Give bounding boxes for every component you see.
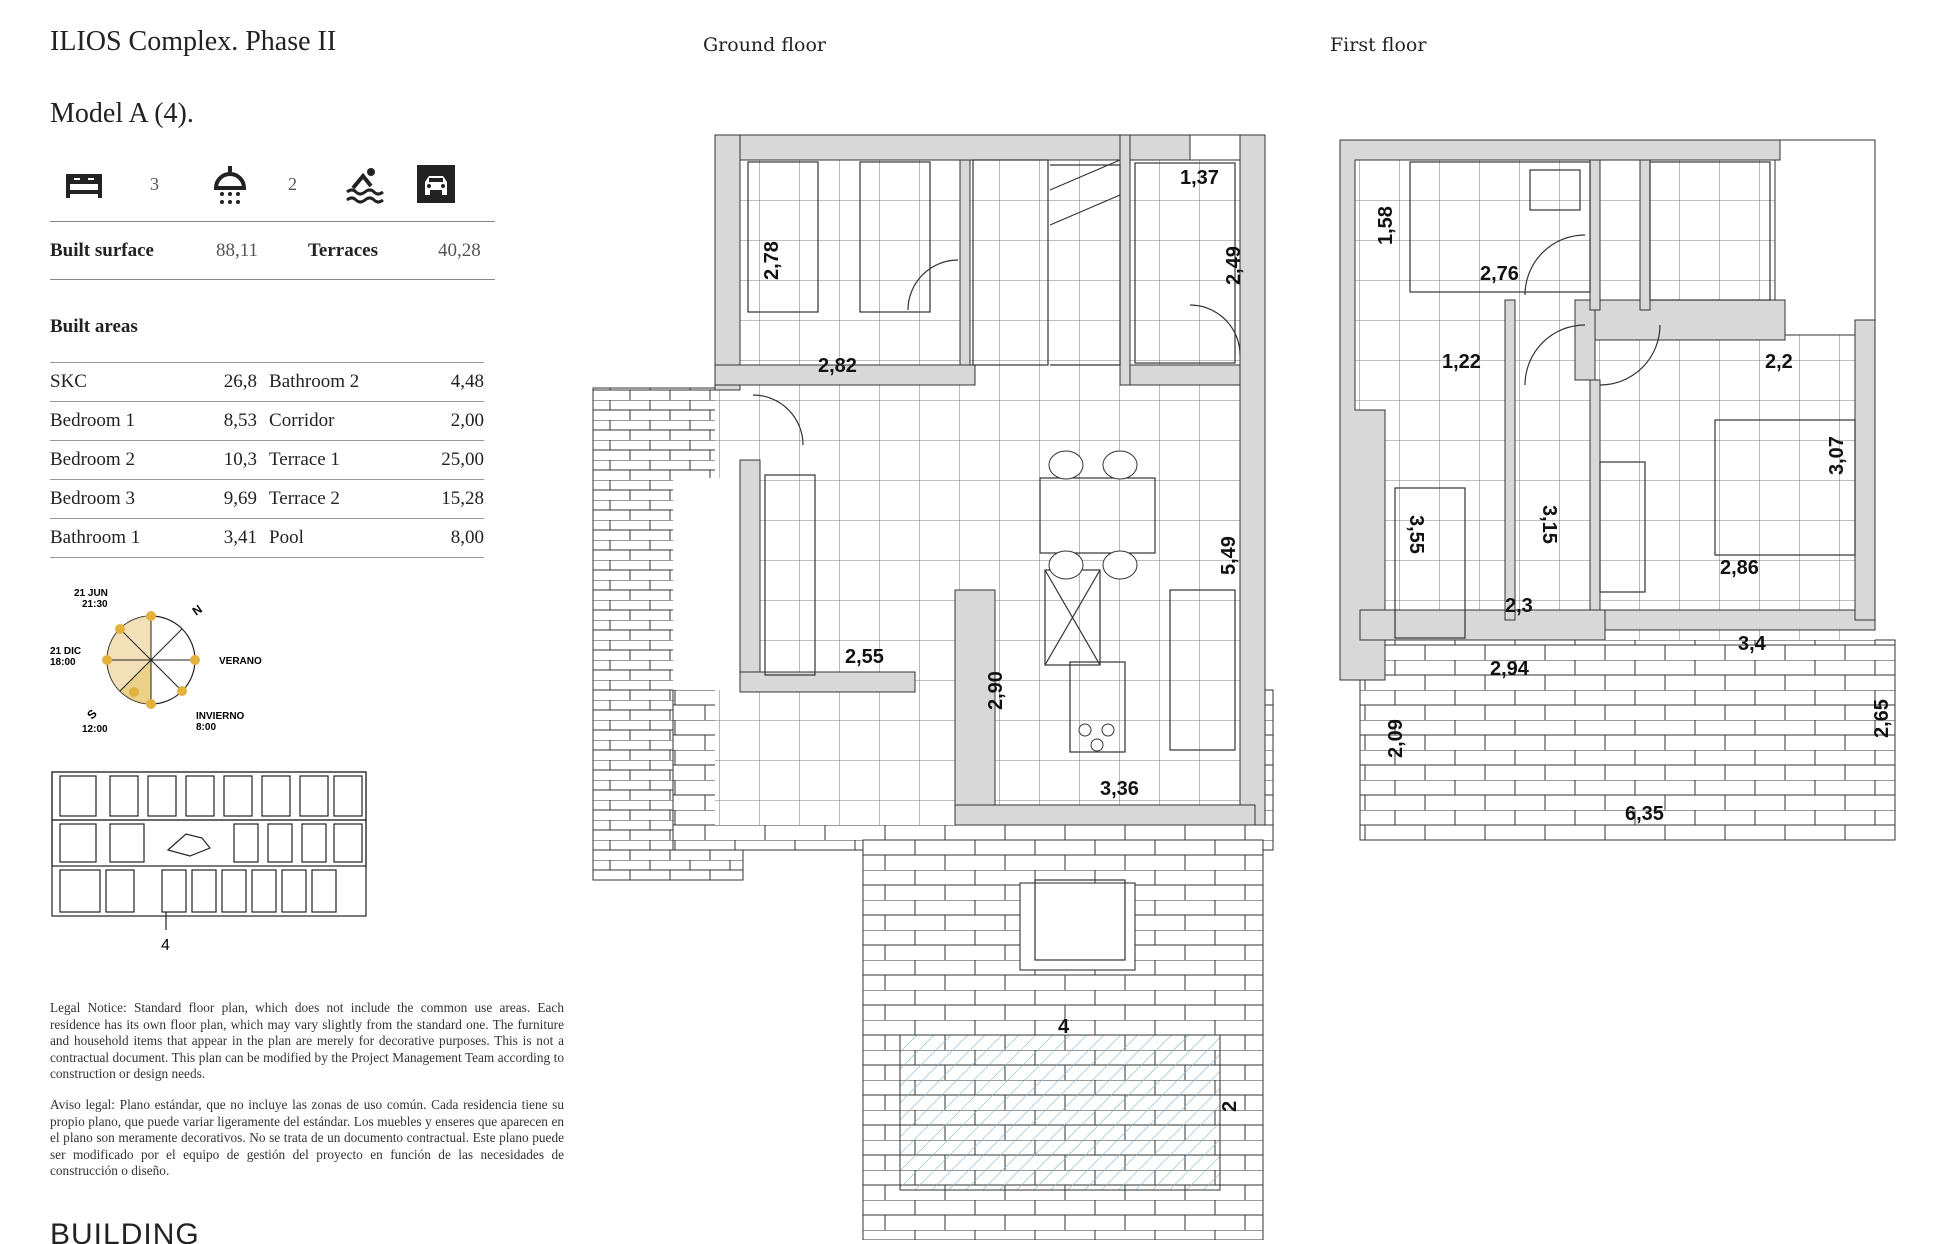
dim-label: 6,35 (1625, 803, 1664, 825)
dim-label: 2,2 (1765, 351, 1793, 373)
dim-label: 1,58 (1375, 206, 1397, 245)
pool-icon (345, 164, 385, 209)
area-label: Pool (269, 519, 415, 558)
area-value: 2,00 (415, 402, 484, 441)
dim-label: 2,65 (1871, 699, 1893, 738)
verano-label: VERANO (219, 656, 262, 667)
dim-label: 2,86 (1720, 557, 1759, 579)
first-floor-plan (1330, 130, 1930, 850)
legal-notice-en: Legal Notice: Standard floor plan, which does not include the common use areas. Each residence has its own floor plan, which may vary slightly from the standard one. The furniture and household items that appear in the plan are merely for decorative purposes. This is not a contractual document. This plan can be modified by the Project Management Team according to construction or design needs. (50, 1000, 564, 1081)
dim-label: 2 (1219, 1100, 1241, 1112)
dim-label: 4 (1058, 1016, 1070, 1038)
terraces-label: Terraces (308, 240, 378, 261)
dim-label: 2,82 (818, 355, 857, 377)
area-value: 8,00 (415, 519, 484, 558)
area-label: Bathroom 1 (50, 519, 196, 558)
north-label: N (189, 602, 205, 619)
dim-label: 2,49 (1223, 246, 1245, 285)
area-label: SKC (50, 363, 196, 402)
area-label: Bedroom 2 (50, 441, 196, 480)
dim-label: 3,36 (1100, 778, 1139, 800)
sun-dic-time: 18:00 (50, 657, 76, 668)
building-heading: BUILDING (50, 1218, 200, 1244)
site-unit-label: 4 (161, 937, 170, 954)
area-value: 8,53 (196, 402, 269, 441)
dim-label: 3,55 (1405, 515, 1427, 554)
dim-label: 2,3 (1505, 595, 1533, 617)
area-label: Bedroom 1 (50, 402, 196, 441)
sun-dic-label: 21 DIC (50, 646, 82, 657)
parking-icon (416, 164, 456, 209)
dim-label: 3,15 (1538, 505, 1560, 544)
sun-jun-time: 21:30 (82, 599, 108, 610)
dim-label: 2,90 (985, 671, 1007, 710)
bed-icon (64, 164, 104, 209)
terraces-value: 40,28 (438, 240, 481, 261)
invierno-time: 8:00 (196, 722, 217, 733)
area-value: 4,48 (415, 363, 484, 402)
bedrooms-count: 3 (150, 174, 159, 194)
table-row (50, 402, 484, 441)
amenities-row (50, 160, 495, 222)
built-areas-title: Built areas (50, 316, 138, 337)
dim-label: 2,78 (761, 241, 783, 280)
ground-floor-label: Ground floor (703, 34, 827, 56)
area-value: 26,8 (196, 363, 269, 402)
dim-label: 1,22 (1442, 351, 1481, 373)
built-areas-table (50, 362, 484, 558)
site-plan (50, 770, 370, 960)
sun-path-diagram (44, 580, 284, 740)
surface-row (50, 222, 495, 280)
dim-label: 3,07 (1826, 436, 1848, 475)
dim-label: 5,49 (1218, 536, 1240, 575)
dim-label: 2,94 (1490, 658, 1529, 680)
table-row (50, 441, 484, 480)
area-value: 15,28 (415, 480, 484, 519)
area-label: Bedroom 3 (50, 480, 196, 519)
table-row (50, 363, 484, 402)
dim-label: 2,76 (1480, 263, 1519, 285)
area-value: 3,41 (196, 519, 269, 558)
bathrooms-count: 2 (288, 174, 297, 194)
table-row (50, 480, 484, 519)
area-label: Bathroom 2 (269, 363, 415, 402)
page-title: ILIOS Complex. Phase II (50, 26, 337, 57)
first-floor-label: First floor (1330, 34, 1427, 56)
dim-label: 3,4 (1738, 633, 1766, 655)
table-row (50, 519, 484, 558)
area-value: 10,3 (196, 441, 269, 480)
dim-label: 2,55 (845, 646, 884, 668)
area-value: 9,69 (196, 480, 269, 519)
dim-label: 1,37 (1180, 167, 1219, 189)
area-label: Corridor (269, 402, 415, 441)
built-surface-value: 88,11 (216, 240, 259, 261)
area-label: Terrace 2 (269, 480, 415, 519)
area-label: Terrace 1 (269, 441, 415, 480)
ground-floor-plan (590, 125, 1290, 1240)
sun-s-time: 12:00 (82, 724, 108, 735)
invierno-label: INVIERNO (196, 711, 245, 722)
dim-label: 2,09 (1385, 719, 1407, 758)
model-title: Model A (4). (50, 98, 194, 129)
legal-notice-es: Aviso legal: Plano estándar, que no incluye las zonas de uso común. Cada residencia tiene su propio plano, que puede variar ligeramente del estándar. Los muebles y enseres que aparecen en el plano son meramente decorativos. No se trata de un documento contractual. Este plano puede ser modificado por el equipo de gestión del proyecto en función de las necesidades de construcción o diseño. (50, 1097, 564, 1178)
sun-jun-label: 21 JUN (74, 588, 108, 599)
shower-icon (210, 164, 250, 213)
area-value: 25,00 (415, 441, 484, 480)
built-surface-label: Built surface (50, 240, 154, 261)
south-label: S (84, 706, 100, 723)
